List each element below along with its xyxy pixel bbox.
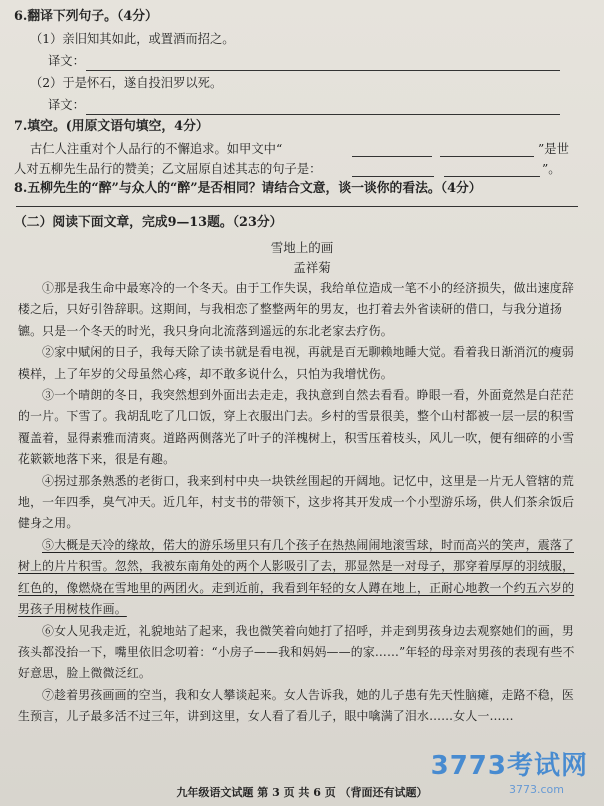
- blank-2: [440, 156, 534, 157]
- page-footer: 九年级语文试题 第 3 页 共 6 页 （背面还有试题）: [176, 786, 428, 799]
- question-7-text1: 古仁人注重对个人品行的不懈追求。如甲文中“: [30, 142, 283, 156]
- question-6-1: （1）亲旧知其如此，或置酒而招之。: [30, 32, 235, 46]
- blank-3: [352, 176, 434, 177]
- watermark-url: 3773.com: [509, 783, 564, 796]
- section-2-header: （二）阅读下面文章，完成9—13题。（23分）: [14, 215, 283, 230]
- answer-line-2: [86, 114, 560, 115]
- question-8: 8.五柳先生的“醉”与众人的“醉”是否相同？请结合文意，谈一谈你的看法。（4分）: [14, 181, 482, 196]
- question-6: 6.翻译下列句子。（4分）: [14, 9, 158, 24]
- answer-line-8: [16, 206, 578, 207]
- question-7-text2-end: ”。: [542, 162, 561, 176]
- paragraph-5: ⑤大概是天冷的缘故，偌大的游乐场里只有几个孩子在热热闹闹地滚雪球，时而高兴的笑声，震落了树上的片片积雪。忽然，我被东南角处的两个人影吸引了去，那显然是一对母子，那穿着厚厚的羽绒服，红色的，像燃烧在雪地里的两团火。走到近前，我看到年轻的女人蹲在地上，正耐心地教一个约五六岁的男孩子用树枝作画。: [18, 537, 575, 617]
- paragraph-4: ④拐过那条熟悉的老街口，我来到村中央一块铁丝围起的开阔地。记忆中，这里是一片无人管辖的荒地，一年四季，臭气冲天。近几年，村支书的带领下，这步将其开发成一个小型游乐场，供人们茶余饭后健身之用。: [18, 473, 575, 531]
- article-author: 孟祥菊: [293, 260, 331, 275]
- watermark-logo: 3773考试网: [430, 751, 588, 781]
- paragraph-2: ②家中赋闲的日子，我每天除了读书就是看电视，再就是百无聊赖地睡大觉。看着我日渐消沉的瘦弱模样，上了年岁的父母虽然心疼，却不敢多说什么，只怕为我增忧伤。: [18, 345, 574, 381]
- article-title: 雪地上的画: [270, 240, 334, 255]
- blank-4: [444, 176, 540, 177]
- paragraph-3: ③一个晴朗的冬日，我突然想到外面出去走走，我执意到自然去看看。睁眼一看，外面竟然是白茫茫的一片。下雪了。我胡乱吃了几口饭，穿上衣服出门去。乡村的雪景很美，整个山村都被一层一层的积雪覆盖着，显得素雅而清爽。道路两侧落光了叶子的洋槐树上，积雪压着枝头，风儿一吹，便有细碎的小雪花簌簌地落下来，很是有趣。: [18, 388, 575, 467]
- question-7-text2: 人对五柳先生品行的赞美；乙文屈原自述其志的句子是：: [14, 162, 322, 176]
- blank-1: [352, 156, 432, 157]
- paragraph-6: ⑥女人见我走近，礼貌地站了起来，我也微笑着向她打了招呼，并走到男孩身边去观察她们的画，男孩头都没抬一下，嘴里依旧念叨着：“小房子——我和妈妈——的家……”年轻的母亲对男孩的表现有些不好意思，脸上微微泛红。: [18, 623, 575, 681]
- article-body: [18, 278, 586, 728]
- translation-label-2: 译文：: [48, 98, 85, 112]
- question-7: 7.填空。(用原文语句填空，4分）: [14, 119, 209, 134]
- question-7-text1-end: ”是世: [538, 142, 569, 156]
- paragraph-1: ①那是我生命中最寒冷的一个冬天。由于工作失误，我给单位造成一笔不小的经济损失，做出速度辞楼之后，只好引咎辞职。这期间，与我相恋了整整两年的男友，也打着去外省读研的借口，与我分道扬镳。只是一个冬天的时光，我只身向北流落到遥远的东北老家去疗伤。: [18, 281, 574, 338]
- question-6-2: （2）于是怀石，遂自投汨罗以死。: [30, 76, 223, 90]
- answer-line-1: [86, 70, 560, 71]
- paragraph-7: ⑦趁着男孩画画的空当，我和女人攀谈起来。女人告诉我，她的儿子患有先天性脑瘫，走路不稳，医生预言，儿子最多活不过三年，讲到这里，女人看了看儿子，眼中噙满了泪水……女人一……: [18, 687, 574, 724]
- translation-label-1: 译文：: [48, 54, 85, 68]
